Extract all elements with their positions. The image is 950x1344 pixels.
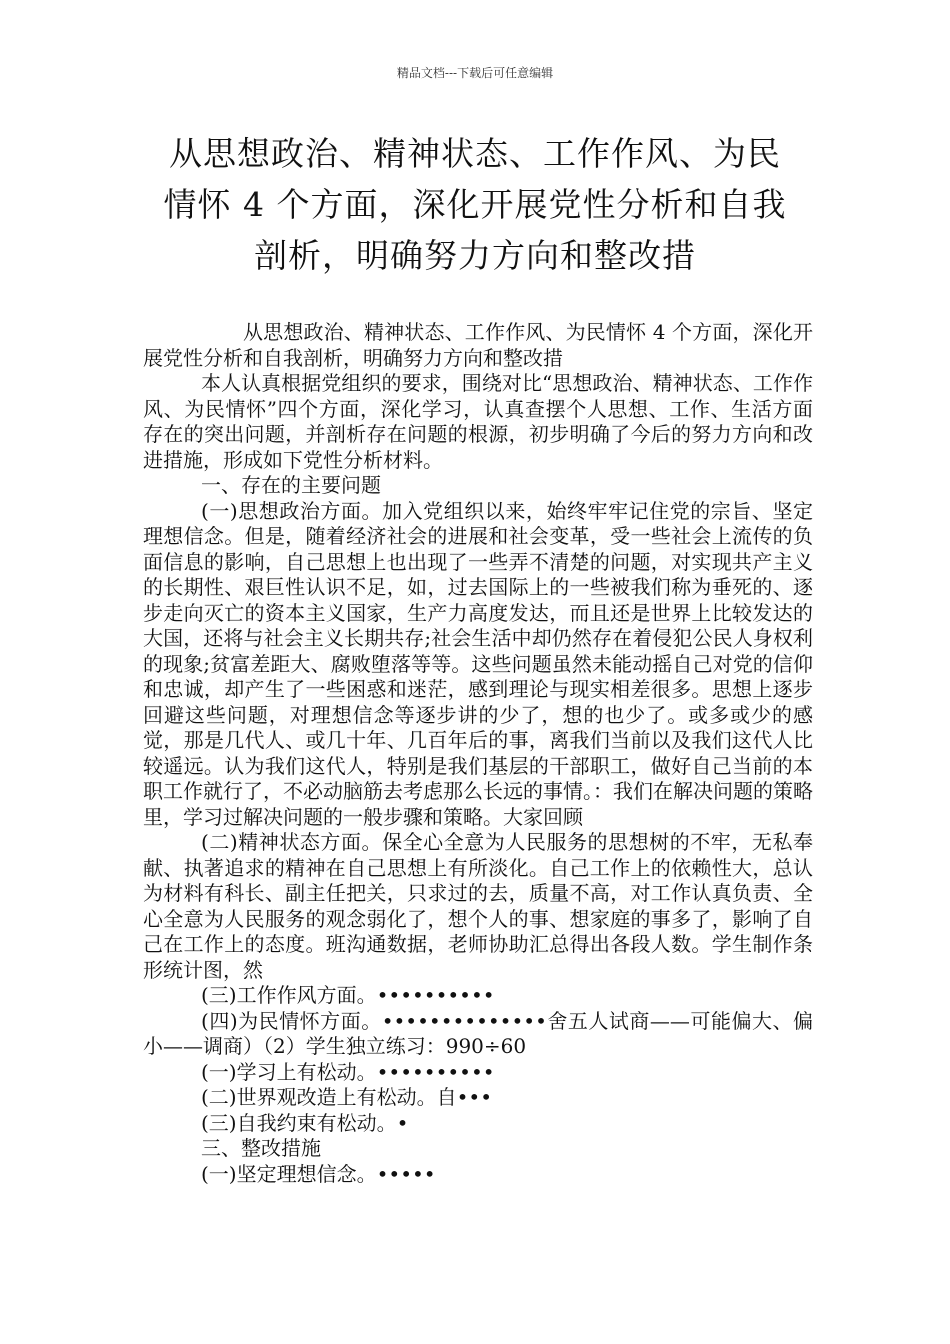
item-people-feelings: (四)为民情怀方面。••••••••••••••舍五人试商——可能偏大、偏小——调商）（2）学生独立练习：990÷60 bbox=[143, 1008, 813, 1058]
title-line: 剖析，明确努力方向和整改措 bbox=[254, 236, 696, 275]
paragraph-political-thought: (一)思想政治方面。加入党组织以来，始终牢牢记住党的宗旨、坚定理想信念。但是，随着经济社会的进展和社会变革，受一些社会上流传的负面信息的影响，自己思想上也出现了一些弄不清楚的问题，对实现共产主义的长期性、艰巨性认识不足，如，过去国际上的一些被我们称为垂死的、逐步走向灭亡的资本主义国家，生产力高度发达，而且还是世界上比较发达的大国，还将与社会主义长期共存;社会生活中却仍然存在着侵犯公民人身权利的现象;贫富差距大、腐败堕落等等。这些问题虽然未能动摇自己对党的信仰和忠诚，却产生了一些困惑和迷茫，感到理论与现实相差很多。思想上逐步回避这些问题，对理想信念等逐步讲的少了，想的也少了。或多或少的感觉，那是几代人、或几十年、几百年后的事，离我们当前以及我们这代人比较遥远。认为我们这代人，特别是我们基层的干部职工，做好自己当前的本职工作就行了，不必动脑筋去考虑那么长远的事情。：我们在解决问题的策略里，学习过解决问题的一般步骤和策略。大家回顾 bbox=[143, 498, 813, 829]
document-title bbox=[150, 128, 800, 281]
section-heading-measures: 三、整改措施 bbox=[201, 1136, 321, 1160]
title-line: 情怀 4 个方面，深化开展党性分析和自我 bbox=[163, 185, 787, 224]
item-work-style: (三)工作作风方面。•••••••••• bbox=[201, 983, 495, 1007]
section-heading-problems: 一、存在的主要问题 bbox=[201, 473, 381, 497]
item-study-loosened: (一)学习上有松动。•••••••••• bbox=[201, 1059, 495, 1084]
document-body bbox=[143, 320, 813, 1187]
item-self-discipline-loosened: (三)自我约束有松动。• bbox=[201, 1110, 409, 1135]
paragraph-intro: 本人认真根据党组织的要求，围绕对比“思想政治、精神状态、工作作风、为民情怀”四个方面，深化学习，认真查摆个人思想、工作、生活方面存在的突出问题，并剖析存在问题的根源，初步明确了今后的努力方向和改进措施，形成如下党性分析材料。 bbox=[143, 371, 813, 472]
page-header: 精品文档---下载后可任意编辑 bbox=[396, 66, 554, 80]
item-worldview-loosened: (二)世界观改造上有松动。自••• bbox=[201, 1085, 492, 1109]
title-line: 从思想政治、精神状态、工作作风、为民 bbox=[169, 134, 781, 173]
intro-restated-title: 从思想政治、精神状态、工作作风、为民情怀 4 个方面，深化开展党性分析和自我剖析，明确努力方向和整改措 bbox=[143, 320, 813, 370]
item-firm-ideals: (一)坚定理想信念。••••• bbox=[201, 1161, 436, 1186]
paragraph-mental-state: (二)精神状态方面。保全心全意为人民服务的思想树的不牢，无私奉献、执著追求的精神在自己思想上有所淡化。自己工作上的依赖性大，总认为材料有科长、副主任把关，只求过的去，质量不高，对工作认真负责、全心全意为人民服务的观念弱化了，想个人的事、想家庭的事多了，影响了自己在工作上的态度。班沟通数据，老师协助汇总得出各段人数。学生制作条形统计图，然 bbox=[143, 830, 813, 982]
